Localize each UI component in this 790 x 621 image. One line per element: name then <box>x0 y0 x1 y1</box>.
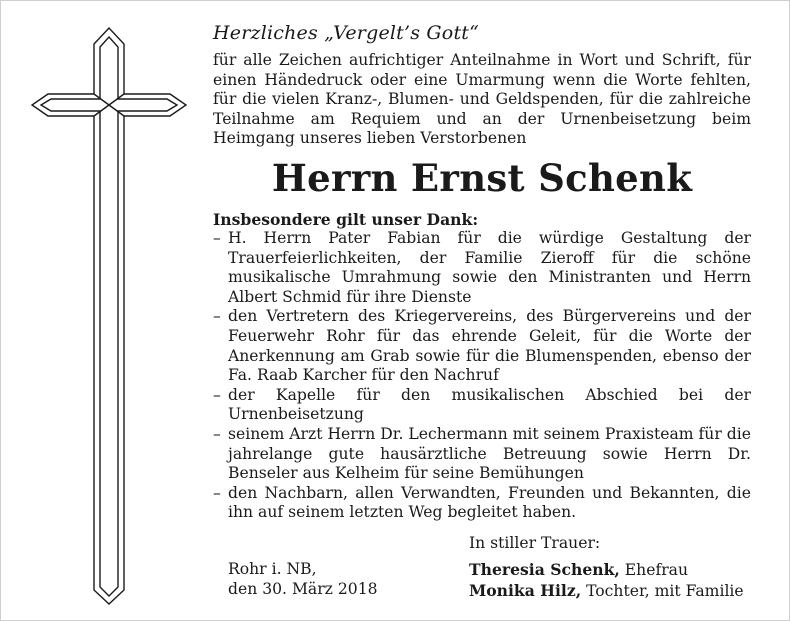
date: den 30. März 2018 <box>228 580 378 598</box>
list-dash: – <box>213 229 221 247</box>
list-item <box>213 386 751 425</box>
mourner-name: Theresia Schenk, <box>469 560 620 579</box>
list-item <box>213 229 751 307</box>
list-item-text: den Nachbarn, allen Verwandten, Freunden und Bekannten, die ihn auf seinem letzten Weg begleitet haben. <box>228 483 751 522</box>
list-item <box>213 425 751 484</box>
mourning-label: In stiller Trauer: <box>469 534 601 552</box>
list-item-text: der Kapelle für den musikalischen Abschied bei der Urnenbeisetzung <box>228 385 751 424</box>
mourner-relation: Ehefrau <box>624 561 689 579</box>
list-item-text: den Vertretern des Kriegervereins, des Bürgervereins und der Feuerwehr Rohr für das ehrende Geleit, für die Worte der Anerkennung am Grab sowie für die Blumenspenden, ebenso der Fa. Raab Karcher für den Nachruf <box>228 307 751 385</box>
mourner <box>469 581 744 602</box>
deceased-name: Herrn Ernst Schenk <box>271 156 693 200</box>
list-dash: – <box>213 385 221 404</box>
list-dash: – <box>213 307 221 326</box>
thanks-list <box>213 229 751 523</box>
list-item-text: H. Herrn Pater Fabian für die würdige Gestaltung der Trauerfeierlichkeiten, der Familie Zieroff für die schöne musikalische Umrahmung sowie den Ministranten und Herrn Albert Schmid für ihre Dienste <box>228 229 751 306</box>
mourner <box>469 560 744 581</box>
list-item <box>213 307 751 385</box>
list-item <box>213 484 751 523</box>
mourner-relation: Tochter, mit Familie <box>586 581 744 600</box>
list-item-text: seinem Arzt Herrn Dr. Lechermann mit seinem Praxisteam für die jahrelange gute hausärztliche Betreuung sowie Herrn Dr. Benseler aus Kelheim für seine Bemühungen <box>228 424 751 483</box>
list-dash: – <box>213 424 221 443</box>
intro-title: Herzliches „Vergelt’s Gott“ <box>213 22 480 44</box>
mourner-name: Monika Hilz, <box>469 580 582 600</box>
intro-text: für alle Zeichen aufrichtiger Anteilnahme in Wort und Schrift, für einen Händedruck oder eine Umarmung wenn die Worte fehlten, für die vielen Kranz-, Blumen- und Geldspenden, für die zahlreiche Teilnahme am Requiem und an der Urnenbeisetzung beim Heimgang unseres lieben Verstorbenen <box>213 51 751 148</box>
thanks-heading: Insbesondere gilt unser Dank: <box>213 210 479 229</box>
mourners <box>469 560 744 601</box>
cross-icon <box>30 26 188 606</box>
list-dash: – <box>213 483 221 502</box>
place: Rohr i. NB, <box>228 560 317 578</box>
